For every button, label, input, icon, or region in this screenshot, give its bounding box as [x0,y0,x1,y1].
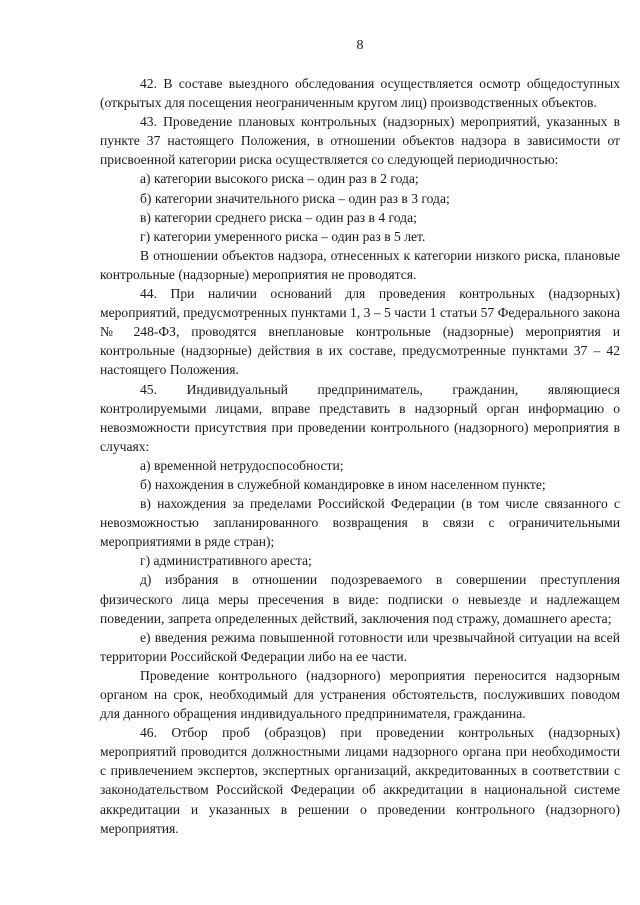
paragraph-45: 45. Индивидуальный предприниматель, гражданин, являющиеся контролируемыми лицами, вправе представить в надзорный орган информацию о невозможности присутствия при проведении контрольного (надзорного) мероприятия в случаях: [100,381,620,454]
paragraph-postponement: Проведение контрольного (надзорного) мероприятия переносится надзорным органом на срок, необходимый для устранения обстоятельств, послуживших поводом для данного обращения индивидуального предпринимателя, гражданина. [100,667,620,722]
page-number: 8 [356,38,364,53]
list-item-e: е) введения режима повышенной готовности или чрезвычайной ситуации на всей территории Российской Федерации либо на ее части. [100,629,620,664]
paragraph-low-risk: В отношении объектов надзора, отнесенных к категории низкого риска, плановые контрольные (надзорные) мероприятия не проводятся. [100,247,620,282]
list-item-g: г) административного ареста; [140,553,312,569]
list-item-a: а) категории высокого риска – один раз в 2 года; [140,171,419,187]
paragraph-46: 46. Отбор проб (образцов) при проведении контрольных (надзорных) мероприятий проводится должностными лицами надзорного органа при необходимости с привлечением экспертов, экспертных организаций, аккредитованных в соответствии с законодательством Российской Федерации об аккредитации в национальной системе аккредитации и указанных в решении о проведении контрольного (надзорного) мероприятия. [100,725,620,836]
list-item-g: г) категории умеренного риска – один раз в 5 лет. [140,228,426,244]
paragraph-42: 42. В составе выездного обследования осуществляется осмотр общедоступных (открытых для посещения неограниченным кругом лиц) производственных объектов. [100,76,620,111]
paragraph-43: 43. Проведение плановых контрольных (надзорных) мероприятий, указанных в пункте 37 настоящего Положения, в отношении объектов надзора в зависимости от присвоенной категории риска осуществляется со следующей периодичностью: [100,114,620,168]
document-body [100,74,620,838]
list-item-v: в) нахождения за пределами Российской Федерации (в том числе связанного с невозможностью запланированного возвращения в связи с ограничительными мероприятиями в ряде стран); [100,496,620,550]
paragraph-44: 44. При наличии оснований для проведения контрольных (надзорных) мероприятий, предусмотренных пунктами 1, 3 – 5 части 1 статьи 57 Федерального закона № 248-ФЗ, проводятся внеплановые контрольные (надзорные) мероприятия и контрольные (надзорные) действия в их составе, предусмотренные пунктами 37 – 42 настоящего Положения. [100,286,620,378]
list-item-b: б) нахождения в служебной командировке в ином населенном пункте; [140,476,546,492]
list-item-a: а) временной нетрудоспособности; [140,457,344,473]
list-item-d: д) избрания в отношении подозреваемого в совершении преступления физического лица меры пресечения в виде: подписки о невыезде и надлежащем поведении, запрета определенных действий, заключения под стражу, домашнего ареста; [100,572,620,626]
list-item-v: в) категории среднего риска – один раз в 4 года; [140,209,417,225]
list-item-b: б) категории значительного риска – один раз в 3 года; [140,190,450,206]
